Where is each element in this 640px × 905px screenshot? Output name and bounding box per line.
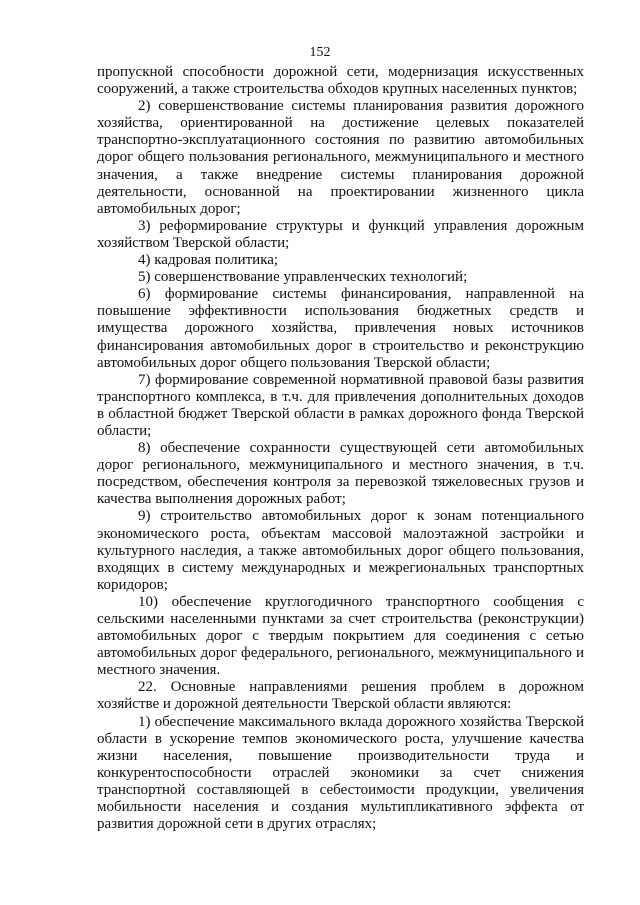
document-body [97,64,584,833]
paragraph-item-8: 8) обеспечение сохранности существующей сети автомобильных дорог регионального, межмуниципального и местного значения, в т.ч. посредством, обеспечения контроля за перевозкой тяжеловесных грузов и качества выполнения дорожных работ; [97,440,584,508]
paragraph-continuation: пропускной способности дорожной сети, модернизация искусственных сооружений, а также строительства обходов крупных населенных пунктов; [97,64,584,98]
paragraph-section-22: 22. Основные направлениями решения проблем в дорожном хозяйстве и дорожной деятельности Тверской области являются: [97,679,584,713]
paragraph-item-4: 4) кадровая политика; [138,252,279,269]
paragraph-item-7: 7) формирование современной нормативной правовой базы развития транспортного комплекса, в т.ч. для привлечения дополнительных доходов в областной бюджет Тверской области в рамках дорожного фонда Тверской области; [97,371,584,439]
page-number: 152 [309,45,331,60]
paragraph-item-9: 9) строительство автомобильных дорог к зонам потенциального экономического роста, объектам массовой малоэтажной застройки и культурного наследия, а также автомобильных дорог общего пользования, входящих в систему международных и межрегиональных транспортных коридоров; [97,508,584,593]
paragraph-item-2: 2) совершенствование системы планирования развития дорожного хозяйства, ориентированной на достижение целевых показателей транспортно-эксплуатационного состояния по развитию автомобильных дорог общего пользования регионального, межмуниципального и местного значения, а также внедрение системы планирования дорожной деятельности, основанной на проектировании жизненного цикла автомобильных дорог; [97,98,584,217]
paragraph-item-5: 5) совершенствование управленческих технологий; [138,269,468,286]
paragraph-item-3: 3) реформирование структуры и функций управления дорожным хозяйством Тверской области; [97,217,584,251]
paragraph-item-10: 10) обеспечение круглогодичного транспортного сообщения с сельскими населенными пунктами за счет строительства (реконструкции) автомобильных дорог с твердым покрытием для соединения с сетью автомобильных дорог федерального, регионального, межмуниципального и местного значения. [97,593,584,679]
paragraph-section-22-item-1: 1) обеспечение максимального вклада дорожного хозяйства Тверской области в ускорение темпов экономического роста, улучшение качества жизни населения, повышение производительности труда и конкурентоспособности отраслей экономики за счет снижения транспортной составляющей в себестоимости продукции, увеличения мобильности населения и создания мультипликативного эффекта от развития дорожной сети в других отраслях; [97,713,584,833]
paragraph-item-6: 6) формирование системы финансирования, направленной на повышение эффективности использования бюджетных средств и имущества дорожного хозяйства, привлечения новых источников финансирования автомобильных дорог в строительство и реконструкцию автомобильных дорог общего пользования Тверской области; [97,286,584,371]
